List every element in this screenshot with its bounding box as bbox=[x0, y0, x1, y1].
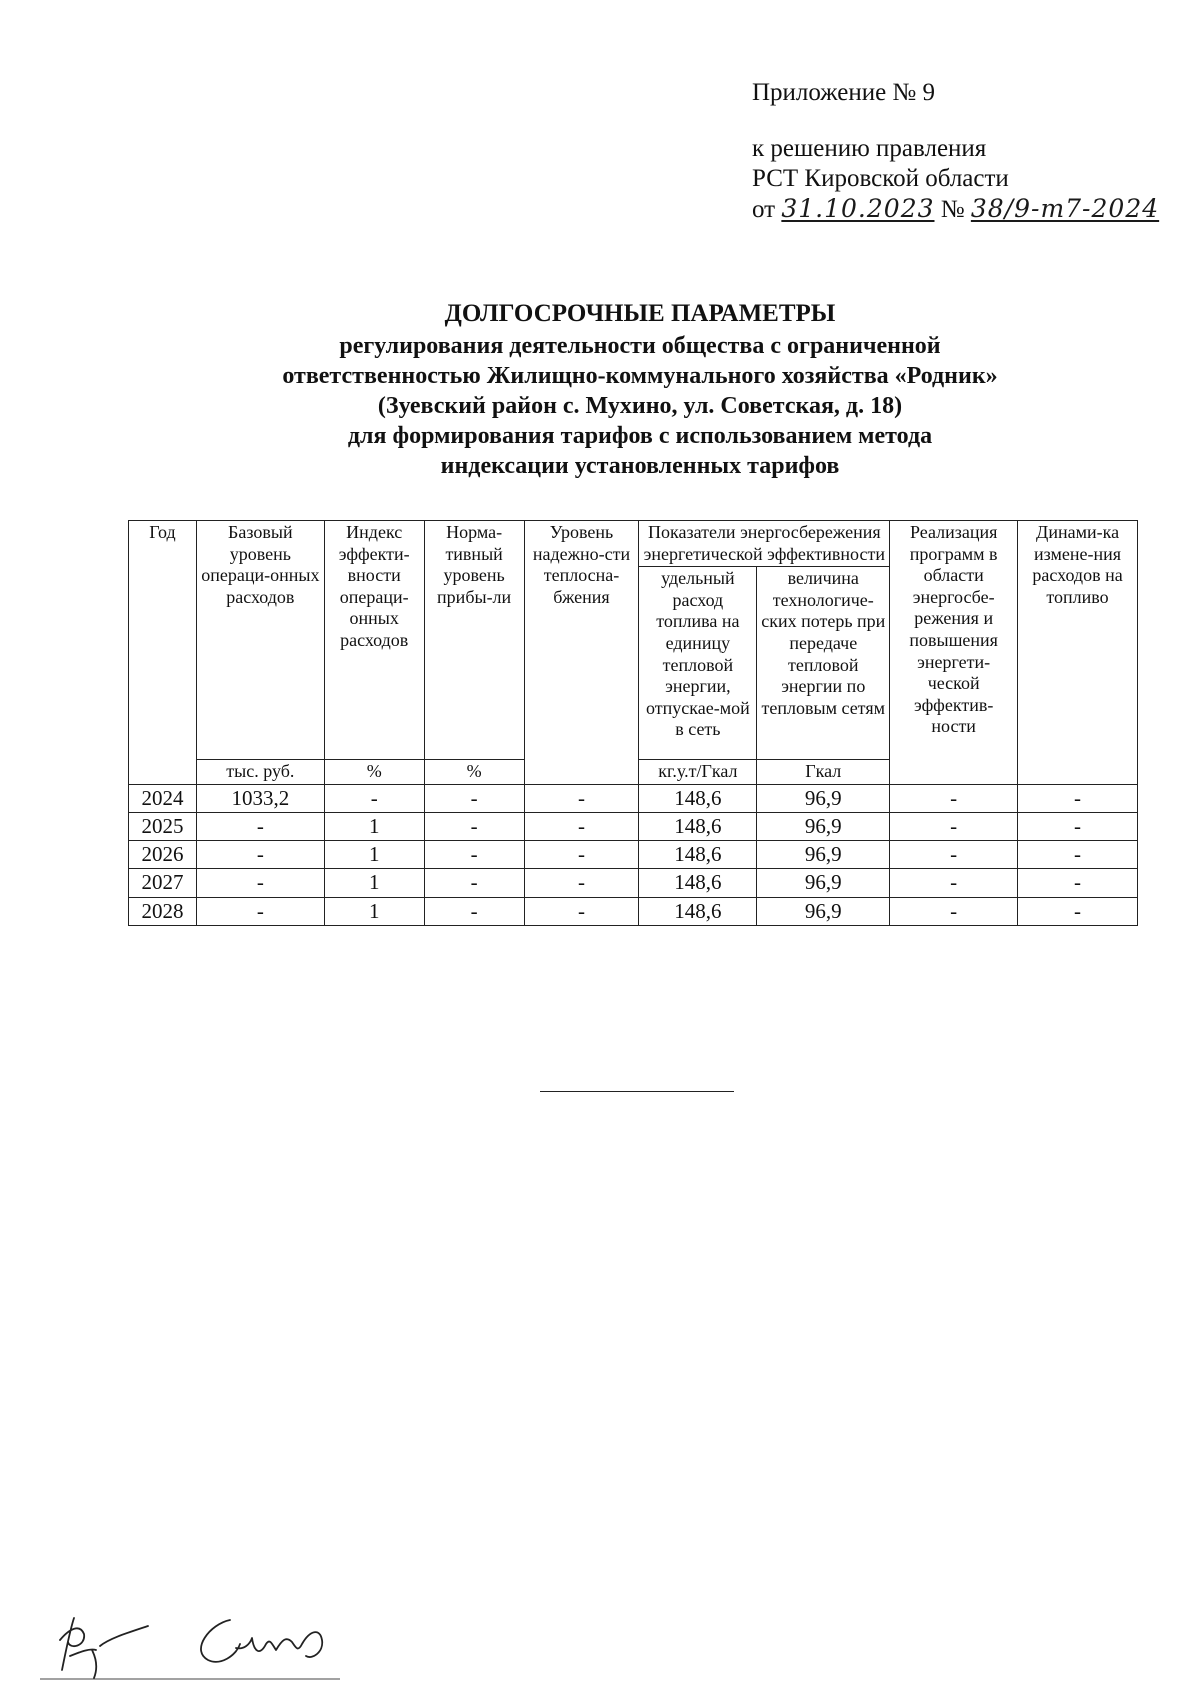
unit-fuel: кг.у.т/Гкал bbox=[639, 760, 757, 785]
cell-reliability: - bbox=[524, 869, 639, 897]
cell-index: 1 bbox=[324, 869, 424, 897]
title-line-3: (Зуевский район с. Мухино, ул. Советская, д. 18) bbox=[377, 393, 903, 420]
header-programs: Реализация программ в области энергосбе-режения и повышения энергети-ческой эффектив-ности bbox=[890, 521, 1018, 785]
appendix-block bbox=[752, 78, 1159, 225]
appendix-decision: к решению правления bbox=[752, 135, 987, 162]
cell-profit: - bbox=[424, 812, 524, 840]
document-title bbox=[140, 298, 1140, 481]
table-row bbox=[129, 869, 1138, 897]
title-line-2: ответственностью Жилищно-коммунального хозяйства «Родник» bbox=[282, 363, 998, 390]
appendix-authority: РСТ Кировской области bbox=[752, 165, 1009, 192]
cell-fuel-dynamics: - bbox=[1018, 784, 1138, 812]
header-efficiency-index: Индекс эффекти-вности операци-онных расходов bbox=[324, 521, 424, 760]
cell-reliability: - bbox=[524, 897, 639, 925]
cell-programs: - bbox=[890, 897, 1018, 925]
cell-index: 1 bbox=[324, 897, 424, 925]
header-heat-losses: величина технологиче-ских потерь при передаче тепловой энергии по тепловым сетям bbox=[757, 567, 890, 760]
table-row bbox=[129, 812, 1138, 840]
cell-programs: - bbox=[890, 812, 1018, 840]
cell-losses: 96,9 bbox=[757, 841, 890, 869]
cell-programs: - bbox=[890, 841, 1018, 869]
cell-fuel-dynamics: - bbox=[1018, 841, 1138, 869]
date-prefix: от bbox=[752, 196, 776, 223]
cell-fuel: 148,6 bbox=[639, 841, 757, 869]
cell-base: - bbox=[196, 841, 324, 869]
appendix-number: Приложение № 9 bbox=[752, 79, 936, 106]
cell-index: 1 bbox=[324, 812, 424, 840]
cell-base: - bbox=[196, 812, 324, 840]
cell-profit: - bbox=[424, 841, 524, 869]
signature-2 bbox=[201, 1620, 322, 1662]
cell-profit: - bbox=[424, 869, 524, 897]
unit-base: тыс. руб. bbox=[196, 760, 324, 785]
cell-losses: 96,9 bbox=[757, 897, 890, 925]
cell-year: 2026 bbox=[129, 841, 197, 869]
cell-index: - bbox=[324, 784, 424, 812]
title-main: ДОЛГОСРОЧНЫЕ ПАРАМЕТРЫ bbox=[444, 300, 836, 327]
cell-fuel: 148,6 bbox=[639, 812, 757, 840]
header-reliability: Уровень надежно-сти теплосна-бжения bbox=[524, 521, 639, 785]
cell-index: 1 bbox=[324, 841, 424, 869]
parameters-table bbox=[128, 520, 1138, 926]
cell-reliability: - bbox=[524, 784, 639, 812]
header-year: Год bbox=[129, 521, 197, 785]
cell-fuel: 148,6 bbox=[639, 784, 757, 812]
handwritten-signatures bbox=[40, 1600, 380, 1680]
header-fuel-dynamics: Динами-ка измене-ния расходов на топливо bbox=[1018, 521, 1138, 785]
table-row bbox=[129, 841, 1138, 869]
cell-losses: 96,9 bbox=[757, 812, 890, 840]
number-prefix: № bbox=[940, 196, 965, 223]
unit-losses: Гкал bbox=[757, 760, 890, 785]
cell-fuel: 148,6 bbox=[639, 869, 757, 897]
cell-programs: - bbox=[890, 784, 1018, 812]
header-fuel-consumption: удельный расход топлива на единицу тепловой энергии, отпускае-мой в сеть bbox=[639, 567, 757, 760]
cell-base: - bbox=[196, 897, 324, 925]
cell-fuel-dynamics: - bbox=[1018, 869, 1138, 897]
cell-programs: - bbox=[890, 869, 1018, 897]
cell-year: 2027 bbox=[129, 869, 197, 897]
cell-losses: 96,9 bbox=[757, 784, 890, 812]
unit-index: % bbox=[324, 760, 424, 785]
cell-fuel: 148,6 bbox=[639, 897, 757, 925]
unit-profit: % bbox=[424, 760, 524, 785]
cell-fuel-dynamics: - bbox=[1018, 897, 1138, 925]
cell-profit: - bbox=[424, 784, 524, 812]
title-line-4: для формирования тарифов с использованием метода bbox=[347, 423, 933, 450]
cell-year: 2028 bbox=[129, 897, 197, 925]
decision-number: 38/9-т7-2024 bbox=[970, 194, 1160, 223]
cell-profit: - bbox=[424, 897, 524, 925]
table-row bbox=[129, 784, 1138, 812]
header-profit-level: Норма-тивный уровень прибы-ли bbox=[424, 521, 524, 760]
cell-losses: 96,9 bbox=[757, 869, 890, 897]
header-row-1 bbox=[129, 521, 1138, 567]
decision-date: 31.10.2023 bbox=[781, 194, 935, 223]
cell-fuel-dynamics: - bbox=[1018, 812, 1138, 840]
cell-base: 1033,2 bbox=[196, 784, 324, 812]
title-line-1: регулирования деятельности общества с ограниченной bbox=[339, 333, 941, 360]
title-line-5: индексации установленных тарифов bbox=[440, 453, 840, 480]
cell-reliability: - bbox=[524, 812, 639, 840]
cell-reliability: - bbox=[524, 841, 639, 869]
cell-year: 2024 bbox=[129, 784, 197, 812]
appendix-date-line bbox=[752, 194, 1159, 225]
header-base-level: Базовый уровень операци-онных расходов bbox=[196, 521, 324, 760]
header-energy-group: Показатели энергосбережения энергетической эффективности bbox=[639, 521, 890, 567]
cell-year: 2025 bbox=[129, 812, 197, 840]
table-row bbox=[129, 897, 1138, 925]
signature-1 bbox=[60, 1618, 148, 1678]
end-rule bbox=[540, 1091, 734, 1092]
cell-base: - bbox=[196, 869, 324, 897]
